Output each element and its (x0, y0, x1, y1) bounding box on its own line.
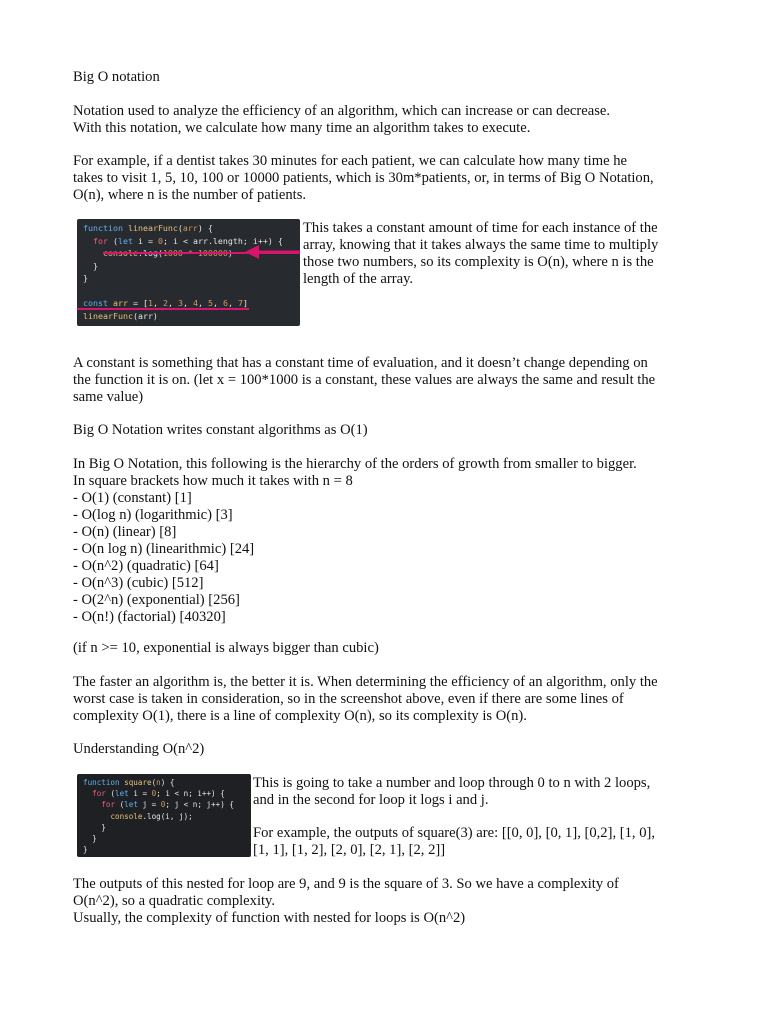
code-caption-linear: This takes a constant amount of time for each instance of the array, knowing that it takes always the same time to multiply those two numbers, so its complexity is O(n), where n is the length of the array. (303, 220, 659, 287)
code-line (83, 285, 300, 298)
code-caption-square: This is going to take a number and loop through 0 to n with 2 loops, and in the second for loop it logs i and j. (253, 775, 651, 808)
list-item: - O(n^2) (quadratic) [64] (73, 558, 219, 574)
code-line: for (let i = 0; i < n; i++) { (92, 789, 225, 799)
list-item: - O(2^n) (exponential) [256] (73, 592, 240, 608)
code-line: const arr = [1, 2, 3, 4, 5, 6, 7] (83, 298, 248, 308)
code-line: } (83, 834, 97, 844)
code-line: } (83, 273, 88, 283)
code-screenshot-linear (77, 219, 300, 326)
code-caption-square-example: For example, the outputs of square(3) are: [[0, 0], [0, 1], [0,2], [1, 0], [1, 1], [1, 2], [2, 0], [2, 1], [2, 2]] (253, 825, 656, 858)
code-line: console.log(i, j); (110, 811, 193, 821)
hierarchy-paragraph: In Big O Notation, this following is the hierarchy of the orders of growth from smaller to bigger. In square brackets how much it takes with n = 8 - O(1) (constant) [1] - O(log n) (logarithmic) [3] - O(n) (linear) [8] - O(n log n) (linearithmic) [24] - O(n^2) (quadratic) [64] - O(n^3) (cubic) [512] - O(2^n) (exponential) [256] - O(n!) (factorial) [40320] (73, 456, 713, 626)
highlight-underline (77, 308, 249, 310)
code-line: } (83, 260, 98, 271)
code-line: } (83, 845, 88, 855)
page-title: Big O notation (73, 69, 160, 85)
code-line: for (let j = 0; j < n; j++) { (101, 800, 234, 810)
exponential-note: (if n >= 10, exponential is always bigger than cubic) (73, 640, 379, 656)
constant-o1-paragraph: Big O Notation writes constant algorithms as O(1) (73, 422, 368, 438)
list-item: - O(n log n) (linearithmic) [24] (73, 541, 255, 557)
arrow-icon (245, 245, 300, 259)
code-line: for (let i = 0; i < arr.length; i++) { (93, 235, 283, 246)
list-item: - O(n!) (factorial) [40320] (73, 609, 226, 625)
list-item: - O(log n) (logarithmic) [3] (73, 507, 233, 523)
list-item: - O(n) (linear) [8] (73, 524, 177, 540)
faster-paragraph: The faster an algorithm is, the better it is. When determining the efficiency of an algorithm, only the worst case is taken in consideration, so in the screenshot above, even if there are some lines of complexity O(1), there is a line of complexity O(n), so its complexity is O(n). (73, 674, 658, 724)
code-line: function linearFunc(arr) { (83, 223, 213, 233)
code-screenshot-square (77, 774, 251, 857)
example-paragraph: For example, if a dentist takes 30 minutes for each patient, we can calculate how many time he takes to visit 1, 5, 10, 100 or 10000 patients, which is 30m*patients, or, in terms of Big O Notation, O(n), where n is the number of patients. (73, 153, 654, 203)
section-heading-quadratic: Understanding O(n^2) (73, 741, 205, 757)
intro-paragraph: Notation used to analyze the efficiency of an algorithm, which can increase or can decrease. With this notation, we calculate how many time an algorithm takes to execute. (73, 103, 611, 136)
list-item: - O(1) (constant) [1] (73, 490, 192, 506)
code-line: linearFunc(arr) (83, 310, 158, 321)
code-line: } (83, 822, 106, 832)
list-item: - O(n^3) (cubic) [512] (73, 575, 204, 591)
outputs-paragraph: The outputs of this nested for loop are 9, and 9 is the square of 3. So we have a complexity of O(n^2), so a quadratic complexity. Usually, the complexity of function with nested for loops is O(n^2) (73, 876, 619, 926)
code-line: function square(n) { (83, 778, 175, 787)
constant-paragraph: A constant is something that has a constant time of evaluation, and it doesn’t change depending on the function it is on. (let x = 100*1000 is a constant, these values are always the same and result the same value) (73, 355, 656, 405)
